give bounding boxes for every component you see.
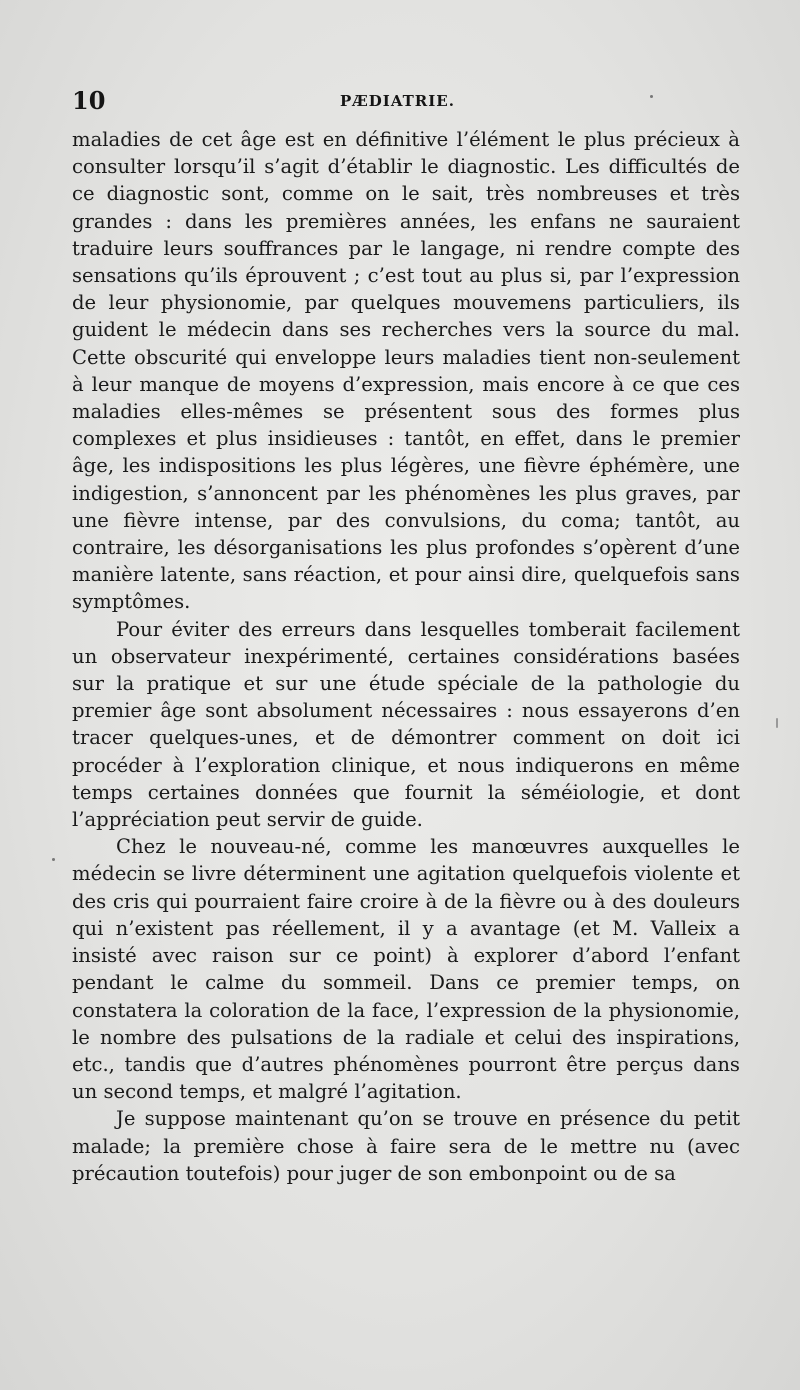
print-speck	[650, 95, 653, 98]
paragraph: Chez le nouveau-né, comme les manœuvres auxquelles le médecin se livre déterminent une agitation quelquefois violente et des cris qui pourraient faire croire à de la fièvre ou à des douleurs qui n’existent pas réellement, il y a avantage (et M. Valleix a insisté avec raison sur ce point) à explorer d’abord l’enfant pendant le calme du sommeil. Dans ce premier temps, on constatera la coloration de la face, l’expression de la physionomie, le nombre des pulsations de la radiale et celui des inspirations, etc., tandis que d’autres phénomènes pourront être perçus dans un second temps, et malgré l’agitation.	[72, 835, 740, 1104]
print-speck	[52, 858, 55, 861]
paragraph-continued: maladies de cet âge est en définitive l’élément le plus précieux à consulter lorsqu’il s’agit d’établir le diagnostic. Les difficultés de ce diagnostic sont, comme on le sait, très nombreuses et très grandes : dans les premières années, les enfans ne sauraient traduire leurs souffrances par le langage, ni rendre compte des sensations qu’ils éprouvent ; c’est tout au plus si, par l’expression de leur physionomie, par quelques mouvemens particuliers, ils guident le médecin dans ses recherches vers la source du mal. Cette obscurité qui enveloppe leurs maladies tient non-seulement à leur manque de moyens d’expression, mais encore à ce que ces maladies elles-mêmes se présentent sous des formes plus complexes et plus insidieuses : tantôt, en effet, dans le premier âge, les indispositions les plus légères, une fièvre éphémère, une indigestion, s’annoncent par les phénomènes les plus graves, par une fièvre intense, par des convulsions, du coma; tantôt, au contraire, les désorganisations les plus profondes s’opèrent d’une manière latente, sans réaction, et pour ainsi dire, quelquefois sans symptômes.	[72, 128, 740, 614]
running-title: PÆDIATRIE.	[340, 92, 455, 110]
paragraph: Pour éviter des erreurs dans lesquelles tomberait facilement un observateur inexpérimenté, certaines considérations basées sur la pratique et sur une étude spéciale de la pathologie du premier âge sont absolument nécessaires : nous essayerons d’en tracer quelques-unes, et de démontrer comment on doit ici procéder à l’exploration clinique, et nous indiquerons en même temps certaines données que fournit la séméiologie, et dont l’appréciation peut servir de guide.	[72, 617, 740, 832]
print-speck	[776, 718, 778, 728]
page-number: 10	[72, 86, 106, 115]
paragraph: Je suppose maintenant qu’on se trouve en présence du petit malade; la première chose à faire sera de le mettre nu (avec précaution toutefois) pour juger de son embonpoint ou de sa	[72, 1107, 740, 1185]
running-head	[72, 86, 740, 118]
body-text	[72, 126, 740, 1187]
